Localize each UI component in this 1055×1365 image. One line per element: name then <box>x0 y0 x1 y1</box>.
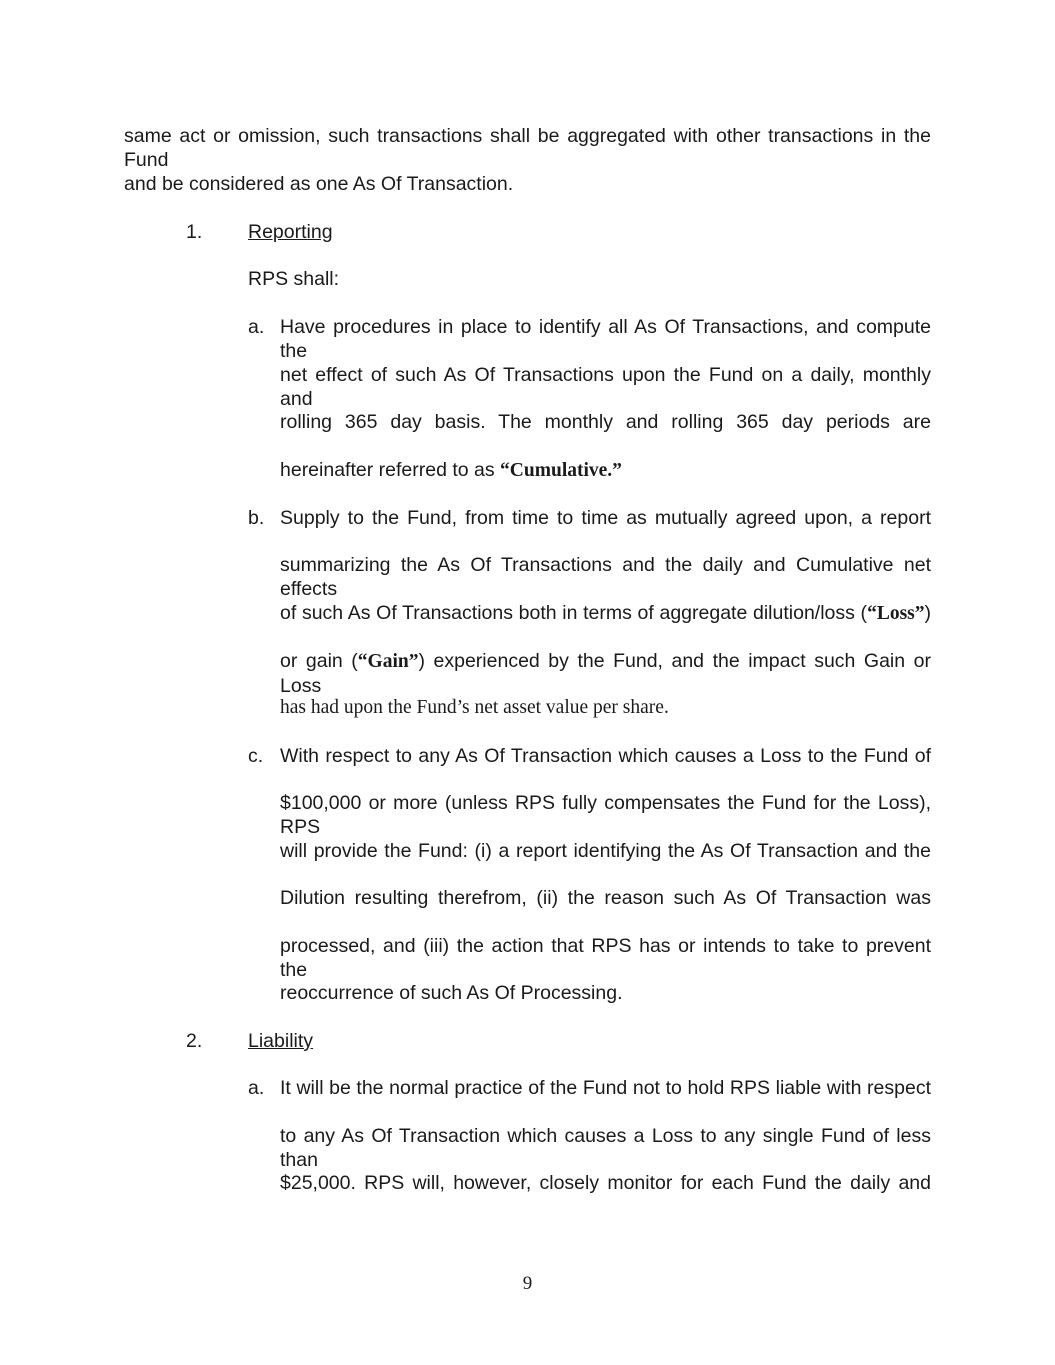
item-1b-line-3-close: ) <box>924 602 931 624</box>
section-2-number: 2. <box>186 1030 203 1052</box>
section-1-title: Reporting <box>248 221 333 243</box>
intro-line-1: same act or omission, such transactions shall be aggregated with other transactions in the Fund <box>124 125 931 171</box>
item-2a-line-3: $25,000. RPS will, however, closely monitor for each Fund the daily and <box>280 1172 931 1194</box>
item-1a-line-4-text: hereinafter referred to as <box>280 459 501 481</box>
item-1a-line-2: net effect of such As Of Transactions upon the Fund on a daily, monthly and <box>280 364 931 410</box>
item-1b-line-1: Supply to the Fund, from time to time as mutually agreed upon, a report <box>280 507 931 529</box>
section-1-lead: RPS shall: <box>248 268 340 290</box>
item-2a-line-1: It will be the normal practice of the Fund not to hold RPS liable with respect <box>280 1077 931 1099</box>
item-1b-line-5: has had upon the Fund’s net asset value per share. <box>280 697 669 718</box>
item-1b-line-3-text: of such As Of Transactions both in terms of aggregate dilution/loss ( <box>280 602 868 624</box>
intro-line-2: and be considered as one As Of Transaction. <box>124 173 514 195</box>
item-1c-line-3: will provide the Fund: (i) a report identifying the As Of Transaction and the <box>280 840 931 862</box>
item-1b-line-2: summarizing the As Of Transactions and the daily and Cumulative net effects <box>280 554 931 600</box>
gain-defined-term: “Gain” <box>357 651 419 672</box>
item-2a-line-2: to any As Of Transaction which causes a Loss to any single Fund of less than <box>280 1125 931 1171</box>
loss-defined-term: “Loss” <box>867 603 925 624</box>
page-number: 9 <box>522 1273 533 1294</box>
item-1a-marker: a. <box>248 316 265 338</box>
item-1b-line-4-text: ) experienced by the Fund, and the impact such Gain or Loss <box>280 650 931 697</box>
item-1b-line-4 <box>280 649 931 698</box>
item-1c-marker: c. <box>248 745 264 767</box>
item-1c-line-2: $100,000 or more (unless RPS fully compensates the Fund for the Loss), RPS <box>280 792 931 838</box>
cumulative-defined-term: “Cumulative.” <box>500 460 622 481</box>
section-1-number: 1. <box>186 221 203 243</box>
item-2a-marker: a. <box>248 1077 265 1099</box>
section-2-title: Liability <box>248 1030 314 1052</box>
item-1b-line-3 <box>280 601 931 626</box>
item-1c-line-5: processed, and (iii) the action that RPS has or intends to take to prevent the <box>280 935 931 981</box>
item-1a-line-1: Have procedures in place to identify all As Of Transactions, and compute the <box>280 316 931 362</box>
item-1a-line-3: rolling 365 day basis. The monthly and rolling 365 day periods are <box>280 411 931 433</box>
item-1b-line-4-open: or gain ( <box>280 650 358 672</box>
item-1c-line-1: With respect to any As Of Transaction which causes a Loss to the Fund of <box>280 745 931 767</box>
item-1c-line-6: reoccurrence of such As Of Processing. <box>280 982 623 1004</box>
item-1c-line-4: Dilution resulting therefrom, (ii) the reason such As Of Transaction was <box>280 887 931 909</box>
item-1b-marker: b. <box>248 507 265 529</box>
item-1a-line-4 <box>280 458 622 483</box>
